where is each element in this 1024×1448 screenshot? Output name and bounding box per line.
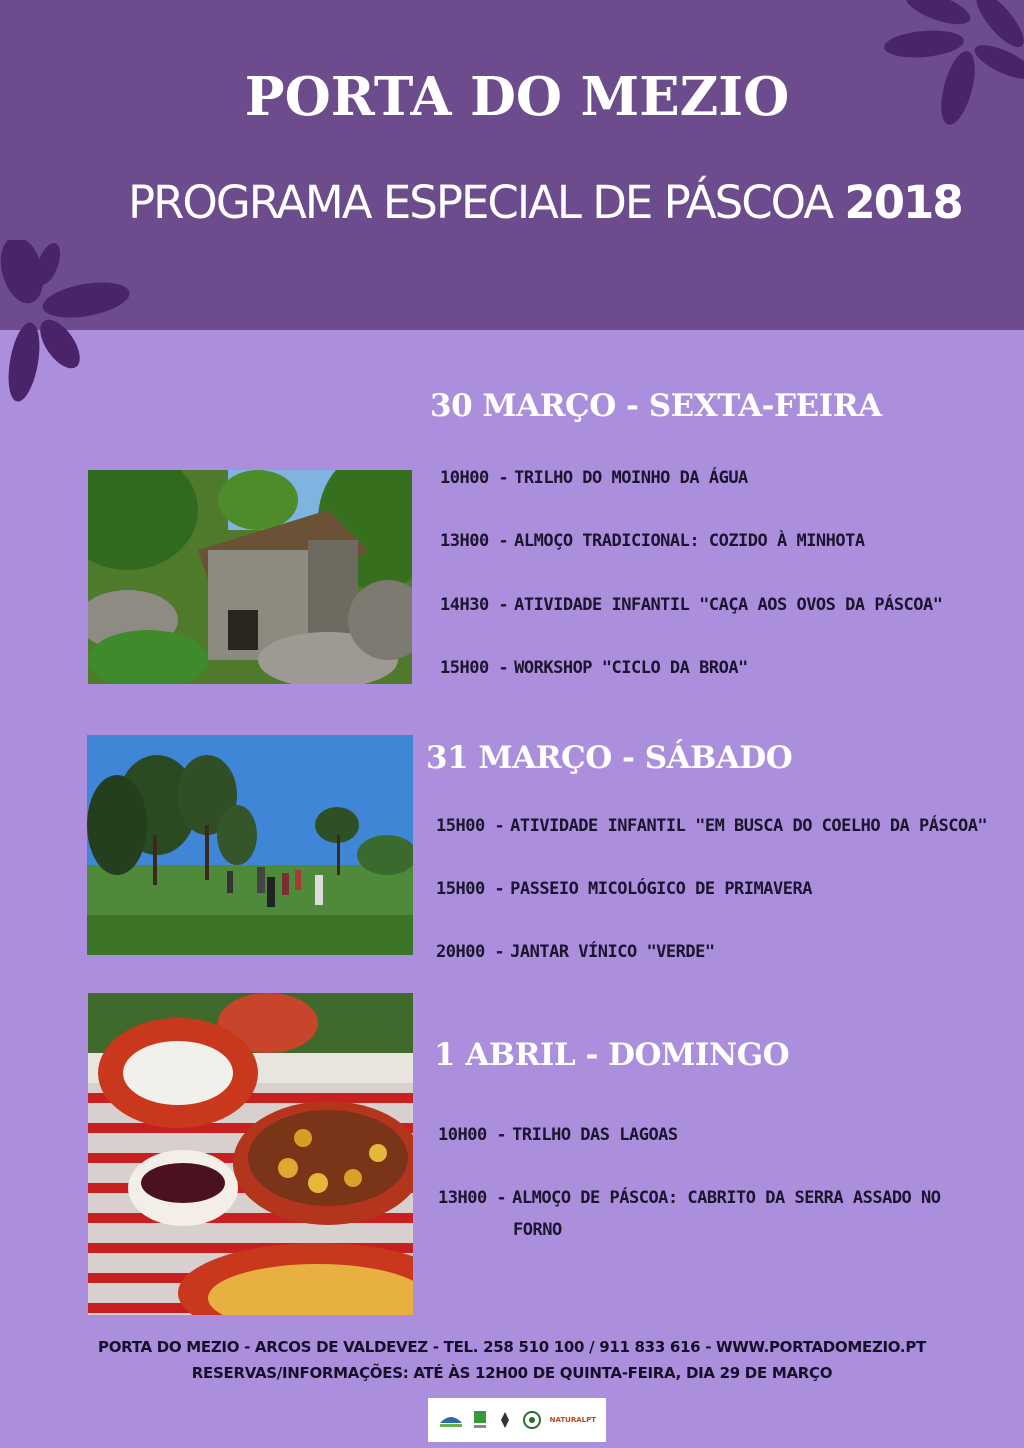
round-seal-icon [522,1410,542,1430]
subtitle-text: PROGRAMA ESPECIAL DE PÁSCOA [128,176,833,229]
event-text: TRILHO DAS LAGOAS [512,1125,678,1145]
event-item [438,1125,678,1145]
event-time: 10H00 - [438,1125,507,1145]
event-item [436,816,987,836]
stone-mill-photo [88,470,412,684]
event-text: ATIVIDADE INFANTIL "CAÇA AOS OVOS DA PÁSCOA" [514,595,943,615]
event-time: 15H00 - [440,658,509,678]
event-text: TRILHO DO MOINHO DA ÁGUA [514,468,748,488]
page-title: PORTA DO MEZIO [244,66,790,128]
roast-dinner-photo [88,993,413,1315]
event-item [440,468,748,488]
event-time: 13H00 - [440,531,509,551]
day-heading: 1 ABRIL - DOMINGO [434,1037,790,1073]
hikers-forest-photo [87,735,413,955]
event-text: PASSEIO MICOLÓGICO DE PRIMAVERA [510,879,812,899]
subtitle-year: 2018 [844,176,962,229]
day-heading: 31 MARÇO - SÁBADO [426,740,793,776]
naturalpt-logo: NATURALPT [549,1416,597,1424]
event-text: ALMOÇO TRADICIONAL: COZIDO À MINHOTA [514,531,865,551]
ardal-logo-icon [438,1409,464,1431]
page-subtitle [128,176,1008,229]
header-banner [0,0,1024,330]
mezio-logo-icon [472,1409,488,1431]
event-time: 20H00 - [436,942,505,962]
event-text: ALMOÇO DE PÁSCOA: CABRITO DA SERRA ASSADO NO [512,1188,941,1208]
event-time: 13H00 - [438,1188,507,1208]
event-time: 15H00 - [436,879,505,899]
event-text: ATIVIDADE INFANTIL "EM BUSCA DO COELHO DA PÁSCOA" [510,816,988,836]
footer-reservations: RESERVAS/INFORMAÇÕES: ATÉ ÀS 12H00 DE QUINTA-FEIRA, DIA 29 DE MARÇO [191,1364,833,1382]
event-text-continuation: FORNO [513,1220,562,1240]
sponsor-logos [428,1398,606,1442]
event-text: JANTAR VÍNICO "VERDE" [510,942,715,962]
event-item [440,595,943,615]
event-time: 14H30 - [440,595,509,615]
event-time: 15H00 - [436,816,505,836]
footer-contact: PORTA DO MEZIO - ARCOS DE VALDEVEZ - TEL. 258 510 100 / 911 833 616 - WWW.PORTADOMEZIO.PT [98,1338,926,1356]
event-item [440,531,865,551]
event-item [436,942,715,962]
flower-icon [0,240,140,410]
event-time: 10H00 - [440,468,509,488]
deer-logo-icon [496,1410,514,1430]
event-item [436,879,812,899]
event-item [440,658,748,678]
day-heading: 30 MARÇO - SEXTA-FEIRA [430,388,882,424]
event-text: WORKSHOP "CICLO DA BROA" [514,658,748,678]
event-item [438,1188,941,1240]
